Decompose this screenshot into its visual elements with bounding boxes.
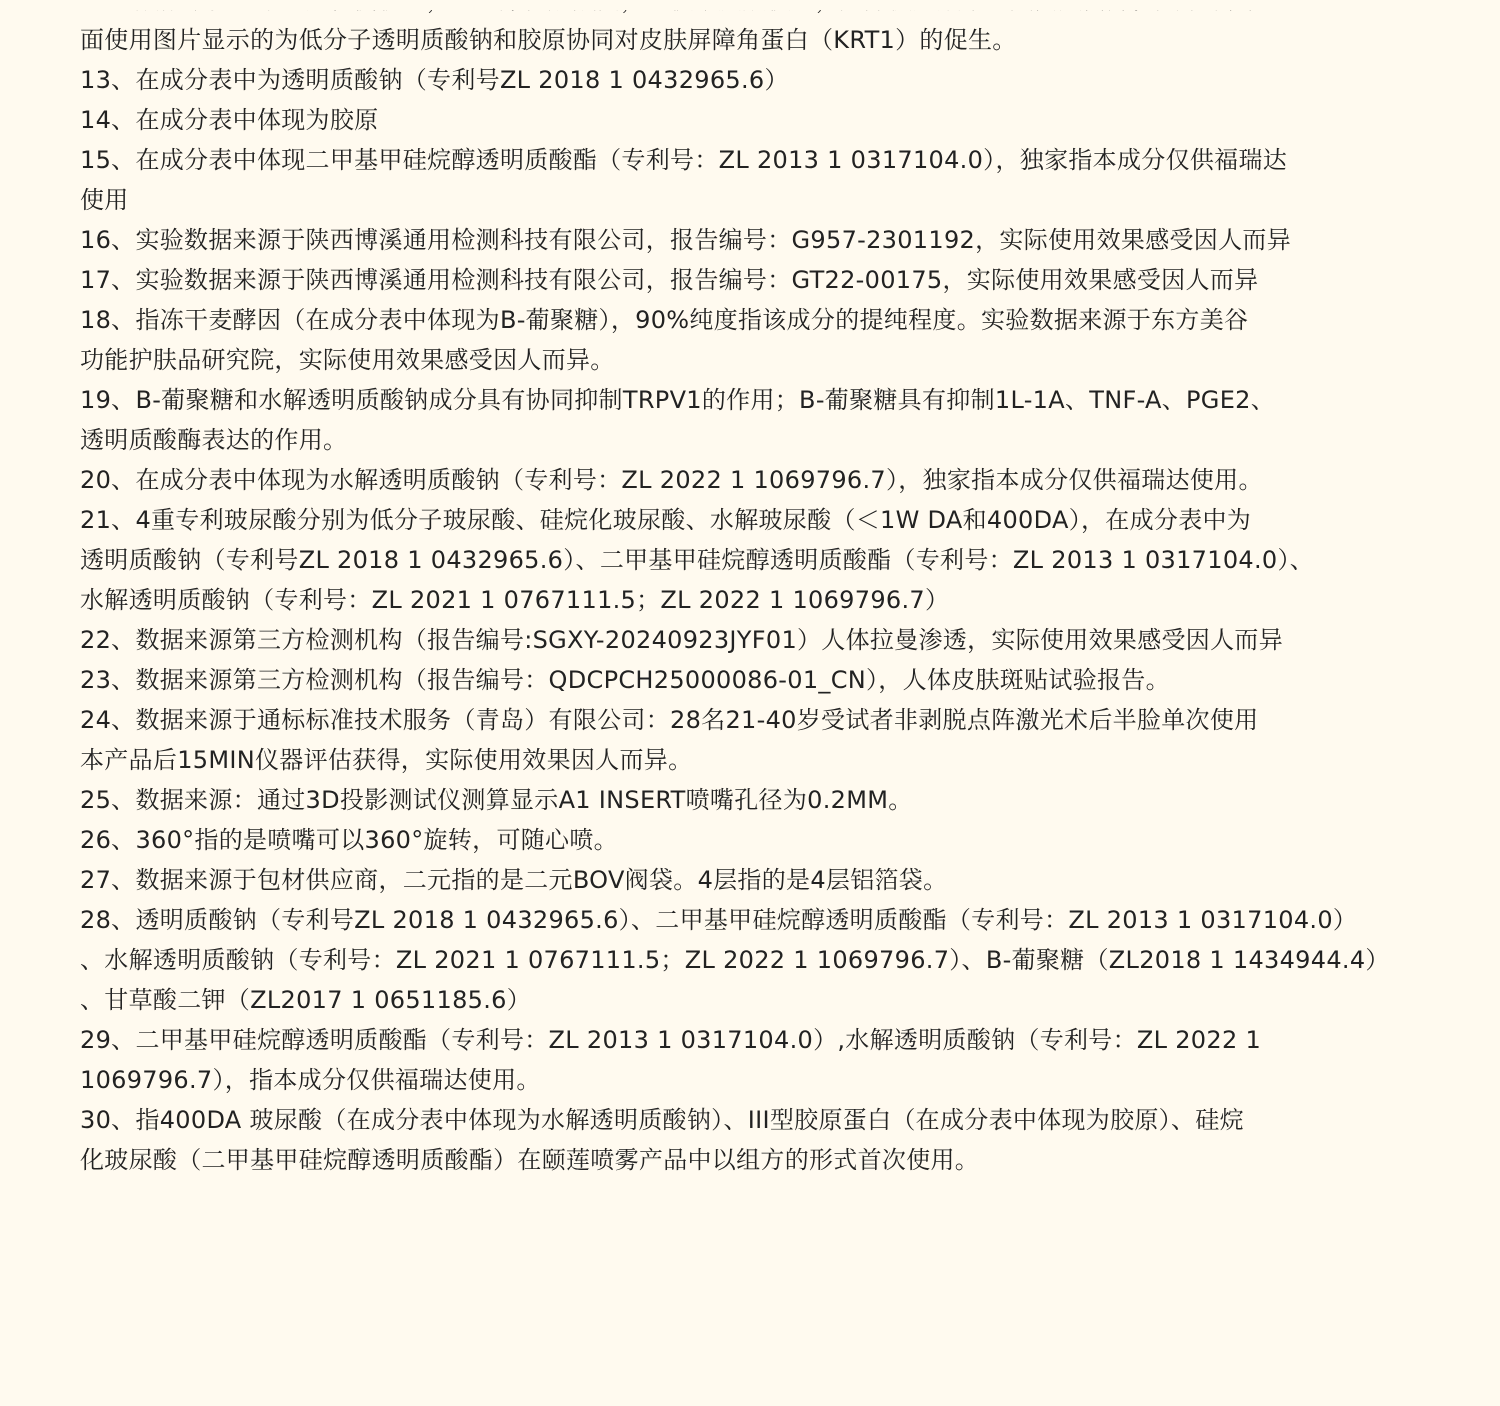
- footnote-line: 16、实验数据来源于陕西博溪通用检测科技有限公司，报告编号：G957-2301192，实际使用效果感受因人而异: [80, 226, 1291, 254]
- footnote-line: 13、在成分表中为透明质酸钠（专利号ZL 2018 1 0432965.6）: [80, 66, 789, 94]
- footnote-29: [80, 1020, 1430, 1100]
- footnote-23: [80, 660, 1430, 700]
- footnote-line: 本产品后15MIN仪器评估获得，实际使用效果因人而异。: [80, 746, 693, 774]
- footnote-line: 使用: [80, 186, 129, 214]
- footnote-21: [80, 500, 1430, 620]
- footnote-line: 、甘草酸二钾（ZL2017 1 0651185.6）: [80, 986, 532, 1014]
- footnote-line: 24、数据来源于通标标准技术服务（青岛）有限公司：28名21-40岁受试者非剥脱点阵激光术后半脸单次使用: [80, 706, 1259, 734]
- footnote-26: [80, 820, 1430, 860]
- footnote-line: 1069796.7），指本成分仅供福瑞达使用。: [80, 1066, 541, 1094]
- footnotes-list: [80, 0, 1430, 1180]
- footnote-line: 26、360°指的是喷嘴可以360°旋转，可随心喷。: [80, 826, 618, 854]
- footnote-line: 水解透明质酸钠（专利号：ZL 2021 1 0767111.5；ZL 2022 1 1069796.7）: [80, 586, 950, 614]
- footnote-line: 27、数据来源于包材供应商，二元指的是二元BOV阀袋。4层指的是4层铝箔袋。: [80, 866, 948, 894]
- footnote-line: 、水解透明质酸钠（专利号：ZL 2021 1 0767111.5；ZL 2022 1 1069796.7）、B-葡聚糖（ZL2018 1 1434944.4）: [80, 946, 1390, 974]
- footnote-line: 18、指冻干麦酵因（在成分表中体现为B-葡聚糖），90%纯度指该成分的提纯程度。实验数据来源于东方美谷: [80, 306, 1249, 334]
- footnote-28: [80, 900, 1430, 1020]
- footnote-line: 30、指400DA 玻尿酸（在成分表中体现为水解透明质酸钠）、III型胶原蛋白（在成分表中体现为胶原）、硅烷: [80, 1106, 1244, 1134]
- footnote-line: 透明质酸钠（专利号ZL 2018 1 0432965.6）、二甲基甲硅烷醇透明质酸酯（专利号：ZL 2013 1 0317104.0）、: [80, 546, 1315, 574]
- footnote-line: 功能护肤品研究院，实际使用效果感受因人而异。: [80, 346, 615, 374]
- footnote-line: 20、在成分表中体现为水解透明质酸钠（专利号：ZL 2022 1 1069796.7），独家指本成分仅供福瑞达使用。: [80, 466, 1263, 494]
- footnote-line: 19、B-葡聚糖和水解透明质酸钠成分具有协同抑制TRPV1的作用；B-葡聚糖具有抑制1L-1A、TNF-A、PGE2、: [80, 386, 1276, 414]
- footnote-13: [80, 60, 1430, 100]
- footnote-14: [80, 100, 1430, 140]
- footnote-25: [80, 780, 1430, 820]
- footnote-line: 14、在成分表中体现为胶原: [80, 106, 379, 134]
- footnote-line: 透明质酸酶表达的作用。: [80, 426, 348, 454]
- footnote-line: 化玻尿酸（二甲基甲硅烷醇透明质酸酯）在颐莲喷雾产品中以组方的形式首次使用。: [80, 1146, 980, 1174]
- footnote-30: [80, 1100, 1430, 1180]
- footnote-line: 面使用图片显示的为低分子透明质酸钠和胶原协同对皮肤屏障角蛋白（KRT1）的促生。: [80, 26, 1017, 54]
- footnote-18: [80, 300, 1430, 380]
- footnote-line: 21、4重专利玻尿酸分别为低分子玻尿酸、硅烷化玻尿酸、水解玻尿酸（＜1W DA和400DA），在成分表中为: [80, 506, 1252, 534]
- footnote-27: [80, 860, 1430, 900]
- footnote-16: [80, 220, 1430, 260]
- footnote-17: [80, 260, 1430, 300]
- footnote-line: 17、实验数据来源于陕西博溪通用检测科技有限公司，报告编号：GT22-00175，实际使用效果感受因人而异: [80, 266, 1259, 294]
- footnote-line: 25、数据来源：通过3D投影测试仪测算显示A1 INSERT喷嘴孔径为0.2MM。: [80, 786, 913, 814]
- footnote-19: [80, 380, 1430, 460]
- footnote-line: 28、透明质酸钠（专利号ZL 2018 1 0432965.6）、二甲基甲硅烷醇透明质酸酯（专利号：ZL 2013 1 0317104.0）: [80, 906, 1358, 934]
- top-crop-mask: [0, 0, 1500, 10]
- footnote-line: 15、在成分表中体现二甲基甲硅烷醇透明质酸酯（专利号：ZL 2013 1 0317104.0），独家指本成分仅供福瑞达: [80, 146, 1288, 174]
- footnote-line: 22、数据来源第三方检测机构（报告编号:SGXY-20240923JYF01）人体拉曼渗透，实际使用效果感受因人而异: [80, 626, 1284, 654]
- footnote-20: [80, 460, 1430, 500]
- footnote-15: [80, 140, 1430, 220]
- footnote-24: [80, 700, 1430, 780]
- footnote-22: [80, 620, 1430, 660]
- footnote-line: 23、数据来源第三方检测机构（报告编号：QDCPCH25000086-01_CN），人体皮肤斑贴试验报告。: [80, 666, 1170, 694]
- footnote-line: 29、二甲基甲硅烷醇透明质酸酯（专利号：ZL 2013 1 0317104.0）,水解透明质酸钠（专利号：ZL 2022 1: [80, 1026, 1262, 1054]
